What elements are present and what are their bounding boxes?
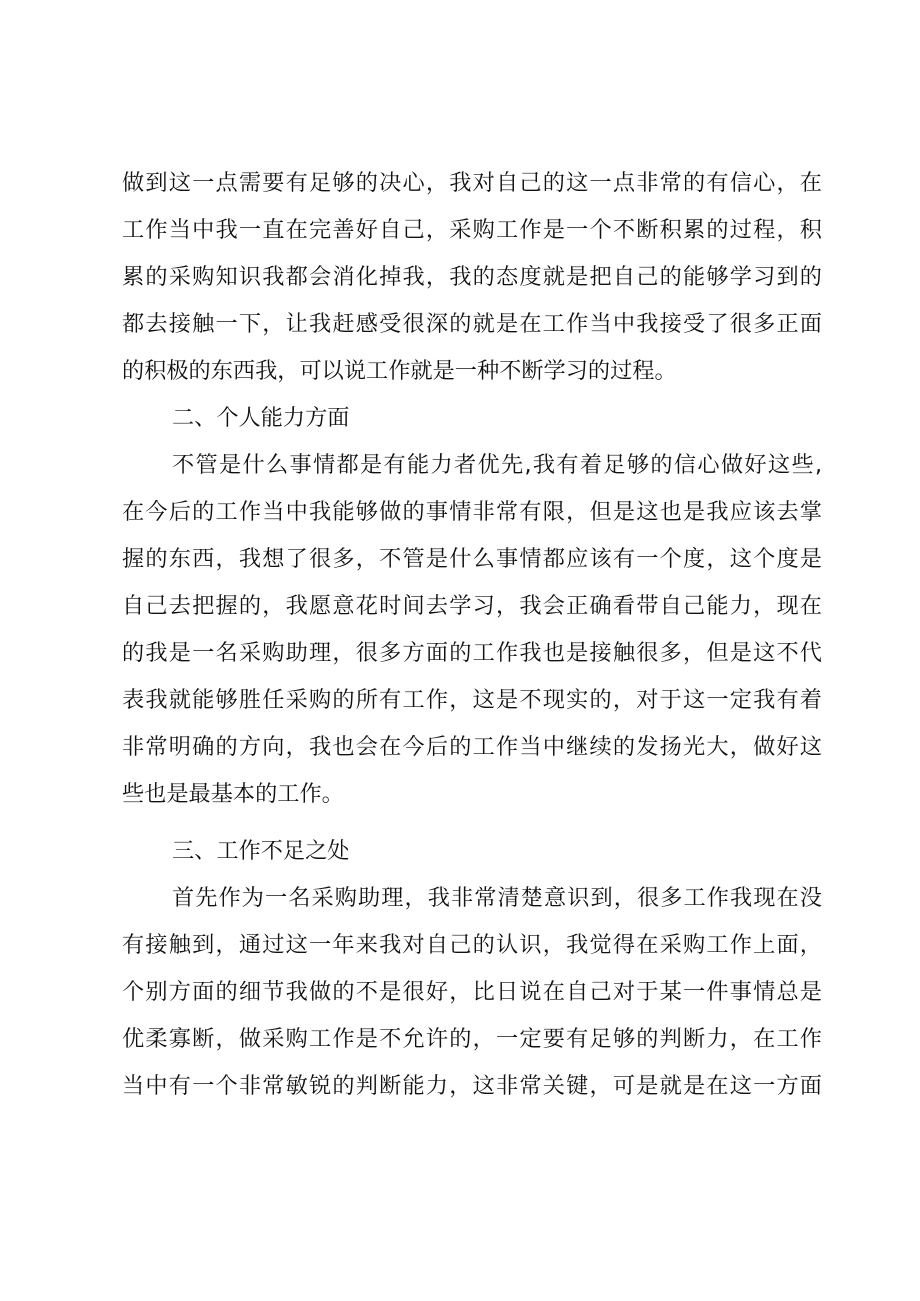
paragraph-line: 自己去把握的，我愿意花时间去学习，我会正确看带自己能力，现在 [122,593,822,619]
paragraph-line: 首先作为一名采购助理，我非常清楚意识到，很多工作我现在没 [172,885,822,911]
paragraph-line: 非常明确的方向，我也会在今后的工作当中继续的发扬光大，做好这 [122,734,822,760]
paragraph-line: 表我就能够胜任采购的所有工作，这是不现实的，对于这一定我有着 [122,687,822,713]
paragraph-line: 些也是最基本的工作。 [122,781,344,807]
paragraph-line: 的我是一名采购助理，很多方面的工作我也是接触很多，但是这不代 [122,640,822,666]
paragraph-line: 优柔寡断，做采购工作是不允许的，一定要有足够的判断力，在工作 [122,1026,822,1052]
paragraph-line: 有接触到，通过这一年来我对自己的认识，我觉得在采购工作上面， [122,932,822,958]
section-heading: 三、工作不足之处 [172,838,350,864]
paragraph-line: 当中有一个非常敏锐的判断能力，这非常关键，可是就是在这一方面 [122,1073,822,1099]
section-heading: 二、个人能力方面 [172,405,350,431]
paragraph-line: 工作当中我一直在完善好自己，采购工作是一个不断积累的过程，积 [122,217,822,243]
paragraph-line: 做到这一点需要有足够的决心，我对自己的这一点非常的有信心，在 [122,170,822,196]
paragraph-line: 都去接触一下，让我赶感受很深的就是在工作当中我接受了很多正面 [122,311,822,337]
paragraph-line: 的积极的东西我，可以说工作就是一种不断学习的过程。 [122,358,677,384]
paragraph-line: 不管是什么事情都是有能力者优先,我有着足够的信心做好这些, [172,452,822,478]
paragraph-line: 握的东西，我想了很多，不管是什么事情都应该有一个度，这个度是 [122,546,822,572]
paragraph-line: 在今后的工作当中我能够做的事情非常有限，但是这也是我应该去掌 [122,499,822,525]
paragraph-line: 个别方面的细节我做的不是很好，比日说在自己对于某一件事情总是 [122,979,822,1005]
paragraph-line: 累的采购知识我都会消化掉我，我的态度就是把自己的能够学习到的 [122,264,822,290]
